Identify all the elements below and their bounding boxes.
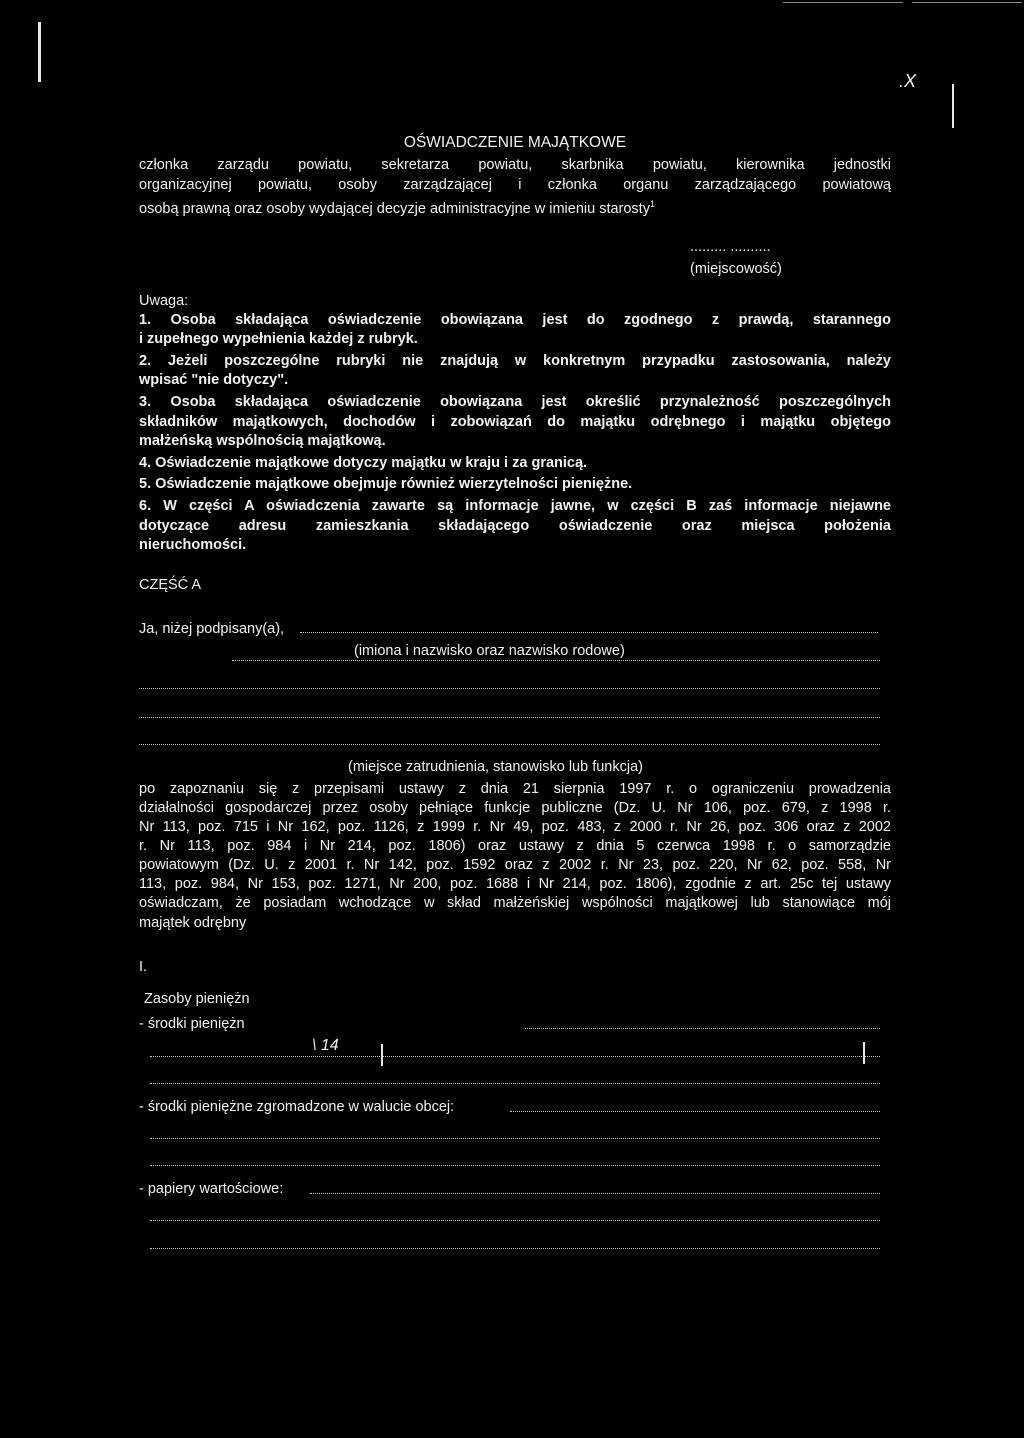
- document-title: OŚWIADCZENIE MAJĄTKOWE: [403, 134, 627, 151]
- law-line-4: r. Nr 113, poz. 984 i Nr 214, poz. 1806) oraz ustawy z dnia 5 czerwca 1998 r. o samorządzie: [139, 838, 891, 854]
- footnote-marker: 1: [649, 199, 655, 209]
- subtitle-line-3-text: osobą prawną oraz osoby wydającej decyzje administracyjne w imieniu starosty: [139, 200, 650, 217]
- foreign-cash-field-line-2[interactable]: [150, 1138, 880, 1139]
- scan-edge-right: [952, 84, 954, 128]
- note-2-line-1: 2. Jeżeli poszczególne rubryki nie znajdują w konkretnym przypadku zastosowania, należy: [139, 353, 891, 369]
- note-3-line-1: 3. Osoba składająca oświadczenie obowiązana jest określić przynależność poszczególnych: [139, 394, 891, 410]
- employment-caption: (miejsce zatrudnienia, stanowisko lub funkcja): [348, 759, 643, 775]
- handwriting-mark: \ 14: [312, 1037, 339, 1054]
- scan-edge-top: [783, 2, 903, 3]
- foreign-cash-field-line-1[interactable]: [510, 1111, 880, 1112]
- law-line-7: oświadczam, że posiadam wchodzące w skład małżeńskiej wspólności majątkowej lub stanowiące mój: [139, 895, 891, 911]
- law-line-8: majątek odrębny: [139, 915, 247, 931]
- subtitle-line-1: członka zarządu powiatu, sekretarza powiatu, skarbnika powiatu, kierownika jednostki: [139, 157, 891, 173]
- section-title: Zasoby pieniężn: [144, 991, 250, 1007]
- name-caption: (imiona i nazwisko oraz nazwisko rodowe): [354, 643, 625, 659]
- employment-field-line-4[interactable]: [139, 744, 880, 745]
- page-number-mark: .X: [899, 71, 917, 91]
- cash-field-line-2[interactable]: [150, 1056, 880, 1057]
- employment-field-line-3[interactable]: [139, 717, 880, 718]
- law-line-2: działalności gospodarczej przez osoby pełniące funkcje publiczne (Dz. U. Nr 106, poz. 679, z 1998 r.: [139, 800, 891, 816]
- note-6-line-2: dotyczące adresu zamieszkania składającego oświadczenie oraz miejsca położenia: [139, 518, 891, 534]
- employment-field-line-2[interactable]: [139, 688, 880, 689]
- securities-field-line-3[interactable]: [150, 1248, 880, 1249]
- securities-field-line-2[interactable]: [150, 1220, 880, 1221]
- law-line-5: powiatowym (Dz. U. z 2001 r. Nr 142, poz. 1592 oraz z 2002 r. Nr 23, poz. 220, Nr 62, poz. 558, Nr: [139, 857, 891, 873]
- part-a-heading: CZĘŚĆ A: [139, 577, 202, 593]
- place-label: (miejscowość): [690, 261, 782, 277]
- cash-label: - środki pieniężn: [139, 1016, 245, 1032]
- cash-field-line-1[interactable]: [525, 1028, 880, 1029]
- law-line-1: po zapoznaniu się z przepisami ustawy z dnia 21 sierpnia 1997 r. o ograniczeniu prowadzenia: [139, 781, 891, 797]
- foreign-cash-field-line-3[interactable]: [150, 1165, 880, 1166]
- note-heading: Uwaga:: [139, 293, 189, 309]
- securities-label: - papiery wartościowe:: [139, 1181, 284, 1197]
- employment-field-line-1[interactable]: [232, 660, 880, 661]
- note-1-line-1: 1. Osoba składająca oświadczenie obowiązana jest do zgodnego z prawdą, starannego: [139, 312, 891, 328]
- note-3-line-3: małżeńską wspólnością majątkową.: [139, 433, 386, 449]
- law-line-3: Nr 113, poz. 715 i Nr 162, poz. 1126, z 1999 r. Nr 49, poz. 483, z 2000 r. Nr 26, poz. 306 oraz z 2002: [139, 819, 891, 835]
- undersigned-label: Ja, niżej podpisany(a),: [139, 621, 285, 637]
- subtitle-line-2: organizacyjnej powiatu, osoby zarządzającej i członka organu zarządzającego powiatową: [139, 177, 891, 193]
- subtitle-line-3: [139, 195, 655, 219]
- cash-field-line-3[interactable]: [150, 1083, 880, 1084]
- scan-edge-left: [38, 22, 41, 82]
- note-3-line-2: składników majątkowych, dochodów i zobowiązań do majątku odrębnego i majątku objętego: [139, 414, 891, 430]
- name-field[interactable]: [300, 632, 878, 633]
- note-6-line-3: nieruchomości.: [139, 537, 247, 553]
- scan-edge-top-right: [912, 2, 1022, 3]
- foreign-cash-label: - środki pieniężne zgromadzone w walucie obcej:: [139, 1099, 455, 1115]
- place-field[interactable]: ......... ..........: [690, 239, 771, 255]
- note-2-line-2: wpisać "nie dotyczy".: [139, 372, 289, 388]
- note-1-line-2: i zupełnego wypełnienia każdej z rubryk.: [139, 331, 418, 347]
- handwriting-bracket: [863, 1042, 865, 1064]
- note-5: 5. Oświadczenie majątkowe obejmuje również wierzytelności pieniężne.: [139, 476, 633, 492]
- handwriting-stroke: [381, 1044, 383, 1066]
- section-number: I.: [139, 959, 148, 975]
- note-4: 4. Oświadczenie majątkowe dotyczy majątku w kraju i za granicą.: [139, 455, 588, 471]
- securities-field-line-1[interactable]: [310, 1193, 880, 1194]
- note-6-line-1: 6. W części A oświadczenia zawarte są informacje jawne, w części B zaś informacje niejawne: [139, 498, 891, 514]
- law-line-6: 113, poz. 984, Nr 153, poz. 1271, Nr 200, poz. 1688 i Nr 214, poz. 1806), zgodnie z art. 25c tej ustawy: [139, 876, 891, 892]
